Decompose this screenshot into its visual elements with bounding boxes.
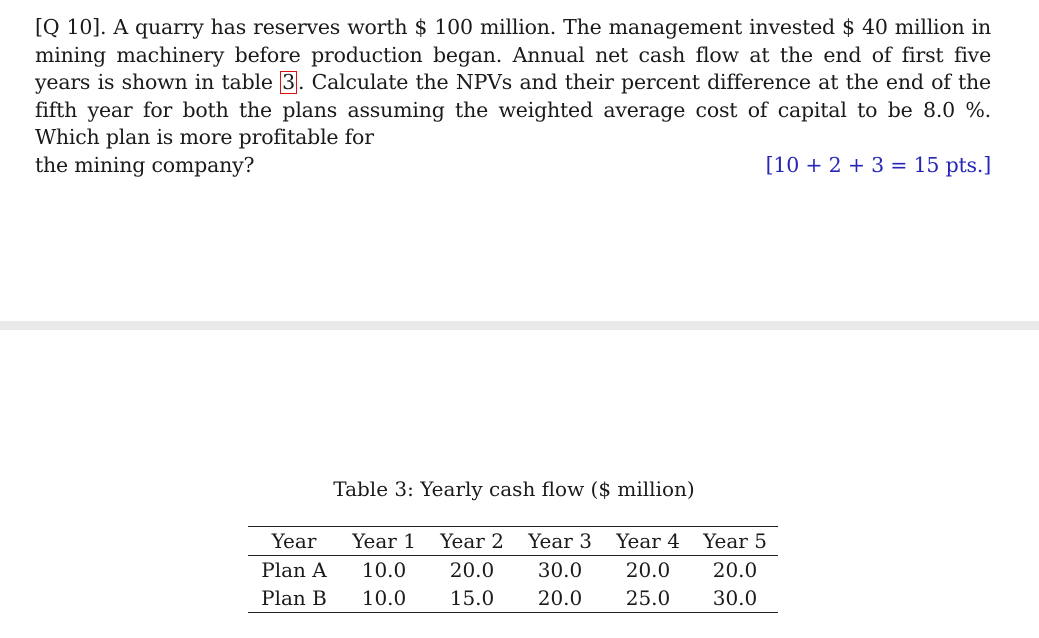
header-cell: Year 2	[440, 529, 504, 553]
table-cell: 20.0	[625, 558, 671, 582]
table-cell: 20.0	[449, 558, 495, 582]
page-separator	[0, 321, 1039, 330]
table-cell: 30.0	[537, 558, 583, 582]
table-cell: 15.0	[449, 586, 495, 610]
table-caption: Table 3: Yearly cash flow ($ million)	[333, 477, 695, 501]
table-cell: 10.0	[361, 558, 407, 582]
table-cell: 30.0	[712, 586, 758, 610]
points-allocation: [10 + 2 + 3 = 15 pts.]	[765, 152, 991, 177]
header-cell: Year 4	[616, 529, 680, 553]
row-label: Plan A	[261, 558, 327, 582]
header-cell: Year 1	[352, 529, 416, 553]
table-row	[248, 556, 778, 585]
table-cell: 10.0	[361, 586, 407, 610]
question-body-end: . Calculate the NPVs and their percent difference at the end of the fifth year for both the plans assuming the weighted average cost of capital to be 8.0 %. Which plan is more profitable for	[35, 70, 991, 149]
table-reference-link[interactable]: 3	[282, 70, 295, 94]
header-cell: Year	[271, 529, 317, 553]
question-body-tail: the mining company?	[35, 152, 255, 177]
table-cell: 20.0	[712, 558, 758, 582]
question-body-start: [Q 10]. A quarry has reserves worth $ 100 million. The management invested $ 40 million in mining machinery before production began. Annual net cash flow at the end of first five years is shown in table	[35, 15, 991, 94]
question-last-line	[35, 152, 991, 180]
table-cell: 20.0	[537, 586, 583, 610]
table-row	[248, 584, 778, 613]
row-label: Plan B	[261, 586, 327, 610]
header-cell: Year 3	[528, 529, 592, 553]
question-text	[35, 14, 991, 179]
table-cell: 25.0	[625, 586, 671, 610]
table-header-row	[248, 527, 778, 556]
cash-flow-table	[248, 526, 778, 613]
header-cell: Year 5	[703, 529, 767, 553]
